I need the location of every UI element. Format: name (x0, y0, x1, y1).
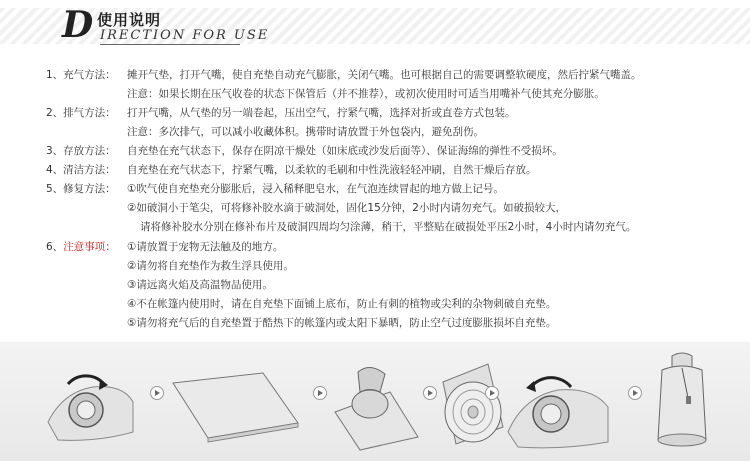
item-6-label-suffix: ： (105, 241, 116, 253)
step-arrow-icon (485, 386, 499, 400)
item-6-line-1: ①请放置于宠物无法触及的地方。 (127, 241, 284, 253)
item-5-line-3: 请将修补胶水分别在修补布片及破洞四周均匀涂薄，稍干，平整贴在破损处平压2小时，4小时内请勿充气。 (140, 221, 637, 233)
header-big-letter: D (62, 4, 94, 46)
step-flat-pad-illustration (168, 368, 303, 443)
step-open-valve-illustration (38, 352, 138, 447)
item-1-line-2: 注意：如果长期在压气收卷的状态下保管后（并不推荐），或初次使用时可适当用嘴补气使其充分膨胀。 (127, 88, 605, 100)
step-arrow-icon (313, 386, 327, 400)
step-rolling-illustration (330, 352, 420, 452)
step-arrow-icon (423, 386, 437, 400)
item-3-label: 3、存放方法： (46, 145, 116, 157)
item-5-line-2: ②如破洞小于笔尖，可将修补胶水滴于破洞处，固化15分钟，2小时内请勿充气。如破损较大， (127, 202, 566, 214)
step-arrow-icon (628, 386, 642, 400)
step-close-valve-illustration (503, 352, 613, 452)
item-6-line-5: ⑤请勿将充气后的自充垫置于酷热下的帐篷内或太阳下暴晒，防止空气过度膨胀损坏自充垫。 (127, 317, 557, 329)
item-6-line-2: ②请勿将自充垫作为救生浮具使用。 (127, 260, 294, 272)
item-2-label: 2、排气方法： (46, 107, 116, 119)
item-6-label (46, 238, 116, 257)
step-storage-bag-illustration (650, 348, 715, 453)
header (0, 0, 750, 52)
item-2-line-2: 注意：多次排气，可以减小收藏体积。携带时请放置于外包袋内，避免刮伤。 (127, 126, 484, 138)
item-5-label: 5、修复方法： (46, 183, 116, 195)
step-rolled-pad-illustration (438, 352, 508, 452)
item-5-line-1: ①吹气使自充垫充分膨胀后，浸入稀释肥皂水，在气泡连续冒起的地方做上记号。 (127, 183, 504, 195)
item-3-line-1: 自充垫在充气状态下，保存在阴凉干燥处（如床底或沙发后面等）、保证海绵的弹性不受损坏。 (127, 145, 563, 157)
header-title-cn: 使用说明 (97, 11, 162, 29)
item-6-line-4: ④不在帐篷内使用时，请在自充垫下面铺上底布，防止有刺的植物或尖利的杂物刺破自充垫。 (127, 298, 557, 310)
item-6-line-3: ③请远离火焰及高温物品使用。 (127, 279, 273, 291)
item-4-line-1: 自充垫在充气状态下，拧紧气嘴，以柔软的毛刷和中性洗液轻轻冲刷，自然干燥后存放。 (127, 164, 537, 176)
item-6-label-red: 注意事项 (63, 241, 106, 253)
header-title-en: IRECTION FOR USE (100, 28, 270, 43)
step-arrow-icon (150, 386, 164, 400)
item-6-label-prefix: 6、 (46, 241, 64, 253)
item-4-label: 4、清洁方法： (46, 164, 116, 176)
item-2-line-1: 打开气嘴，从气垫的另一端卷起，压出空气，拧紧气嘴，选择对折或直卷方式包装。 (127, 107, 516, 119)
item-1-line-1: 摊开气垫，打开气嘴，使自充垫自动充气膨胀，关闭气嘴。也可根据自己的需要调整软硬度，然后拧紧气嘴盖。 (127, 69, 642, 81)
item-1-label: 1、充气方法： (46, 69, 116, 81)
header-rule (100, 44, 240, 45)
